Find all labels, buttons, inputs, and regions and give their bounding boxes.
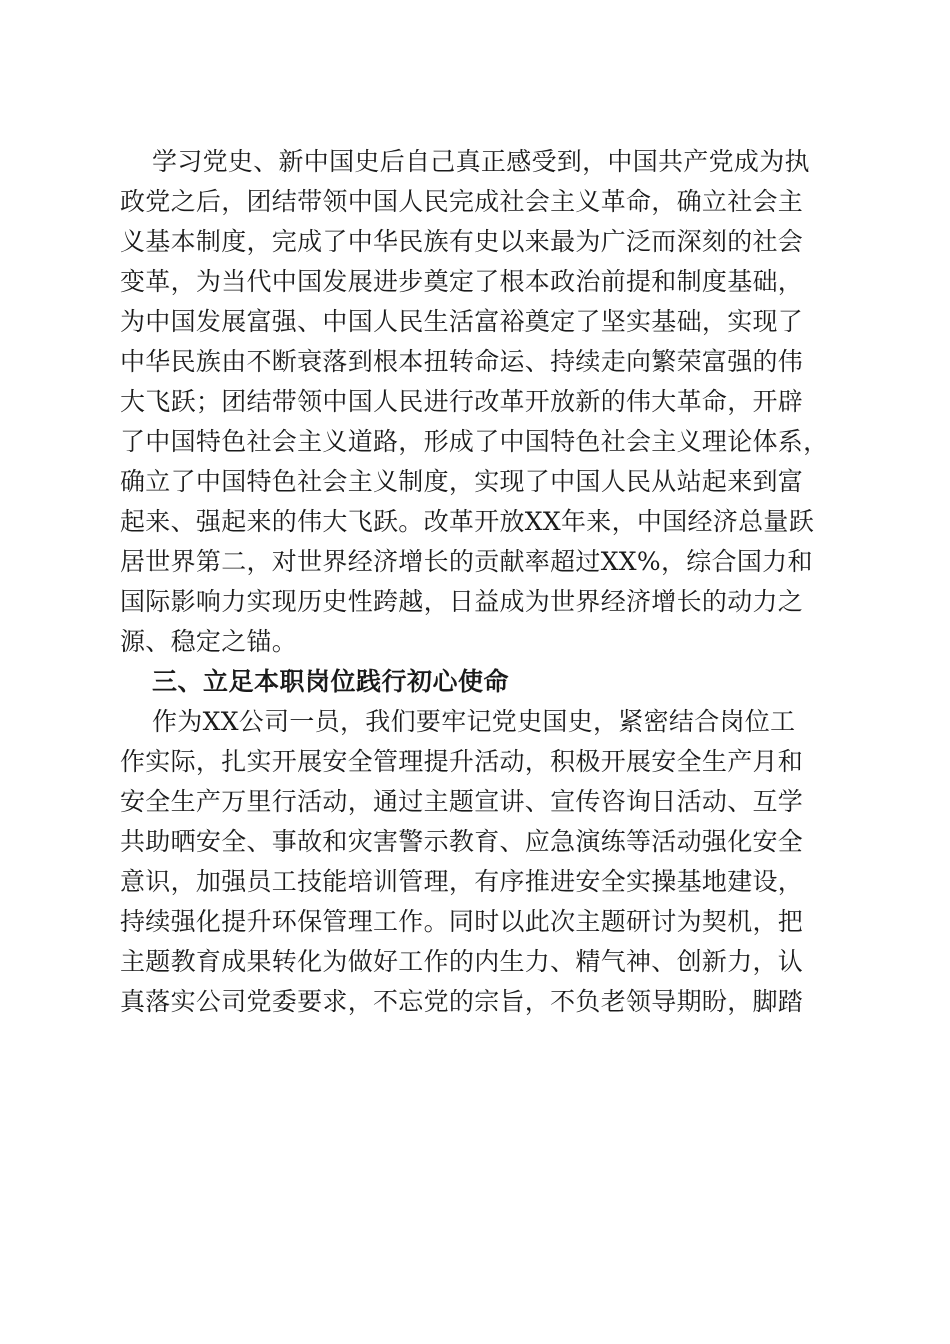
paragraph-line: 变革，为当代中国发展进步奠定了根本政治前提和制度基础， xyxy=(120,267,804,296)
paragraph-line: 义基本制度，完成了中华民族有史以来最为广泛而深刻的社会 xyxy=(120,227,804,256)
paragraph-line: 政党之后，团结带领中国人民完成社会主义革命，确立社会主 xyxy=(120,187,804,216)
paragraph-line: 为中国发展富强、中国人民生活富裕奠定了坚实基础，实现了 xyxy=(120,307,804,336)
paragraph-line: 国际影响力实现历史性跨越，日益成为世界经济增长的动力之 xyxy=(120,587,804,616)
paragraph-line: 中华民族由不断衰落到根本扭转命运、持续走向繁荣富强的伟 xyxy=(120,347,804,376)
paragraph-line: 意识，加强员工技能培训管理，有序推进安全实操基地建设， xyxy=(120,867,804,896)
paragraph-line: 了中国特色社会主义道路，形成了中国特色社会主义理论体系， xyxy=(120,427,829,456)
paragraph-line: 学习党史、新中国史后自己真正感受到，中国共产党成为执 xyxy=(152,147,810,176)
paragraph-line: 大飞跃；团结带领中国人民进行改革开放新的伟大革命，开辟 xyxy=(120,387,804,416)
paragraph-line: 起来、强起来的伟大飞跃。改革开放XX年来，中国经济总量跃 xyxy=(120,507,814,536)
paragraph-line: 源、稳定之锚。 xyxy=(120,627,298,656)
paragraph-line: 安全生产万里行活动，通过主题宣讲、宣传咨询日活动、互学 xyxy=(120,787,804,816)
paragraph-line: 作实际，扎实开展安全管理提升活动，积极开展安全生产月和 xyxy=(120,747,804,776)
paragraph-line: 作为XX公司一员，我们要牢记党史国史，紧密结合岗位工 xyxy=(152,707,796,736)
paragraph-line: 居世界第二，对世界经济增长的贡献率超过XX%，综合国力和 xyxy=(120,547,813,576)
paragraph-line: 持续强化提升环保管理工作。同时以此次主题研讨为契机，把 xyxy=(120,907,804,936)
section-heading: 三、立足本职岗位践行初心使命 xyxy=(152,667,510,696)
paragraph-line: 确立了中国特色社会主义制度，实现了中国人民从站起来到富 xyxy=(120,467,804,496)
paragraph-line: 真落实公司党委要求，不忘党的宗旨，不负老领导期盼，脚踏 xyxy=(120,987,804,1016)
paragraph-line: 共助晒安全、事故和灾害警示教育、应急演练等活动强化安全 xyxy=(120,827,804,856)
paragraph-line: 主题教育成果转化为做好工作的内生力、精气神、创新力，认 xyxy=(120,947,804,976)
